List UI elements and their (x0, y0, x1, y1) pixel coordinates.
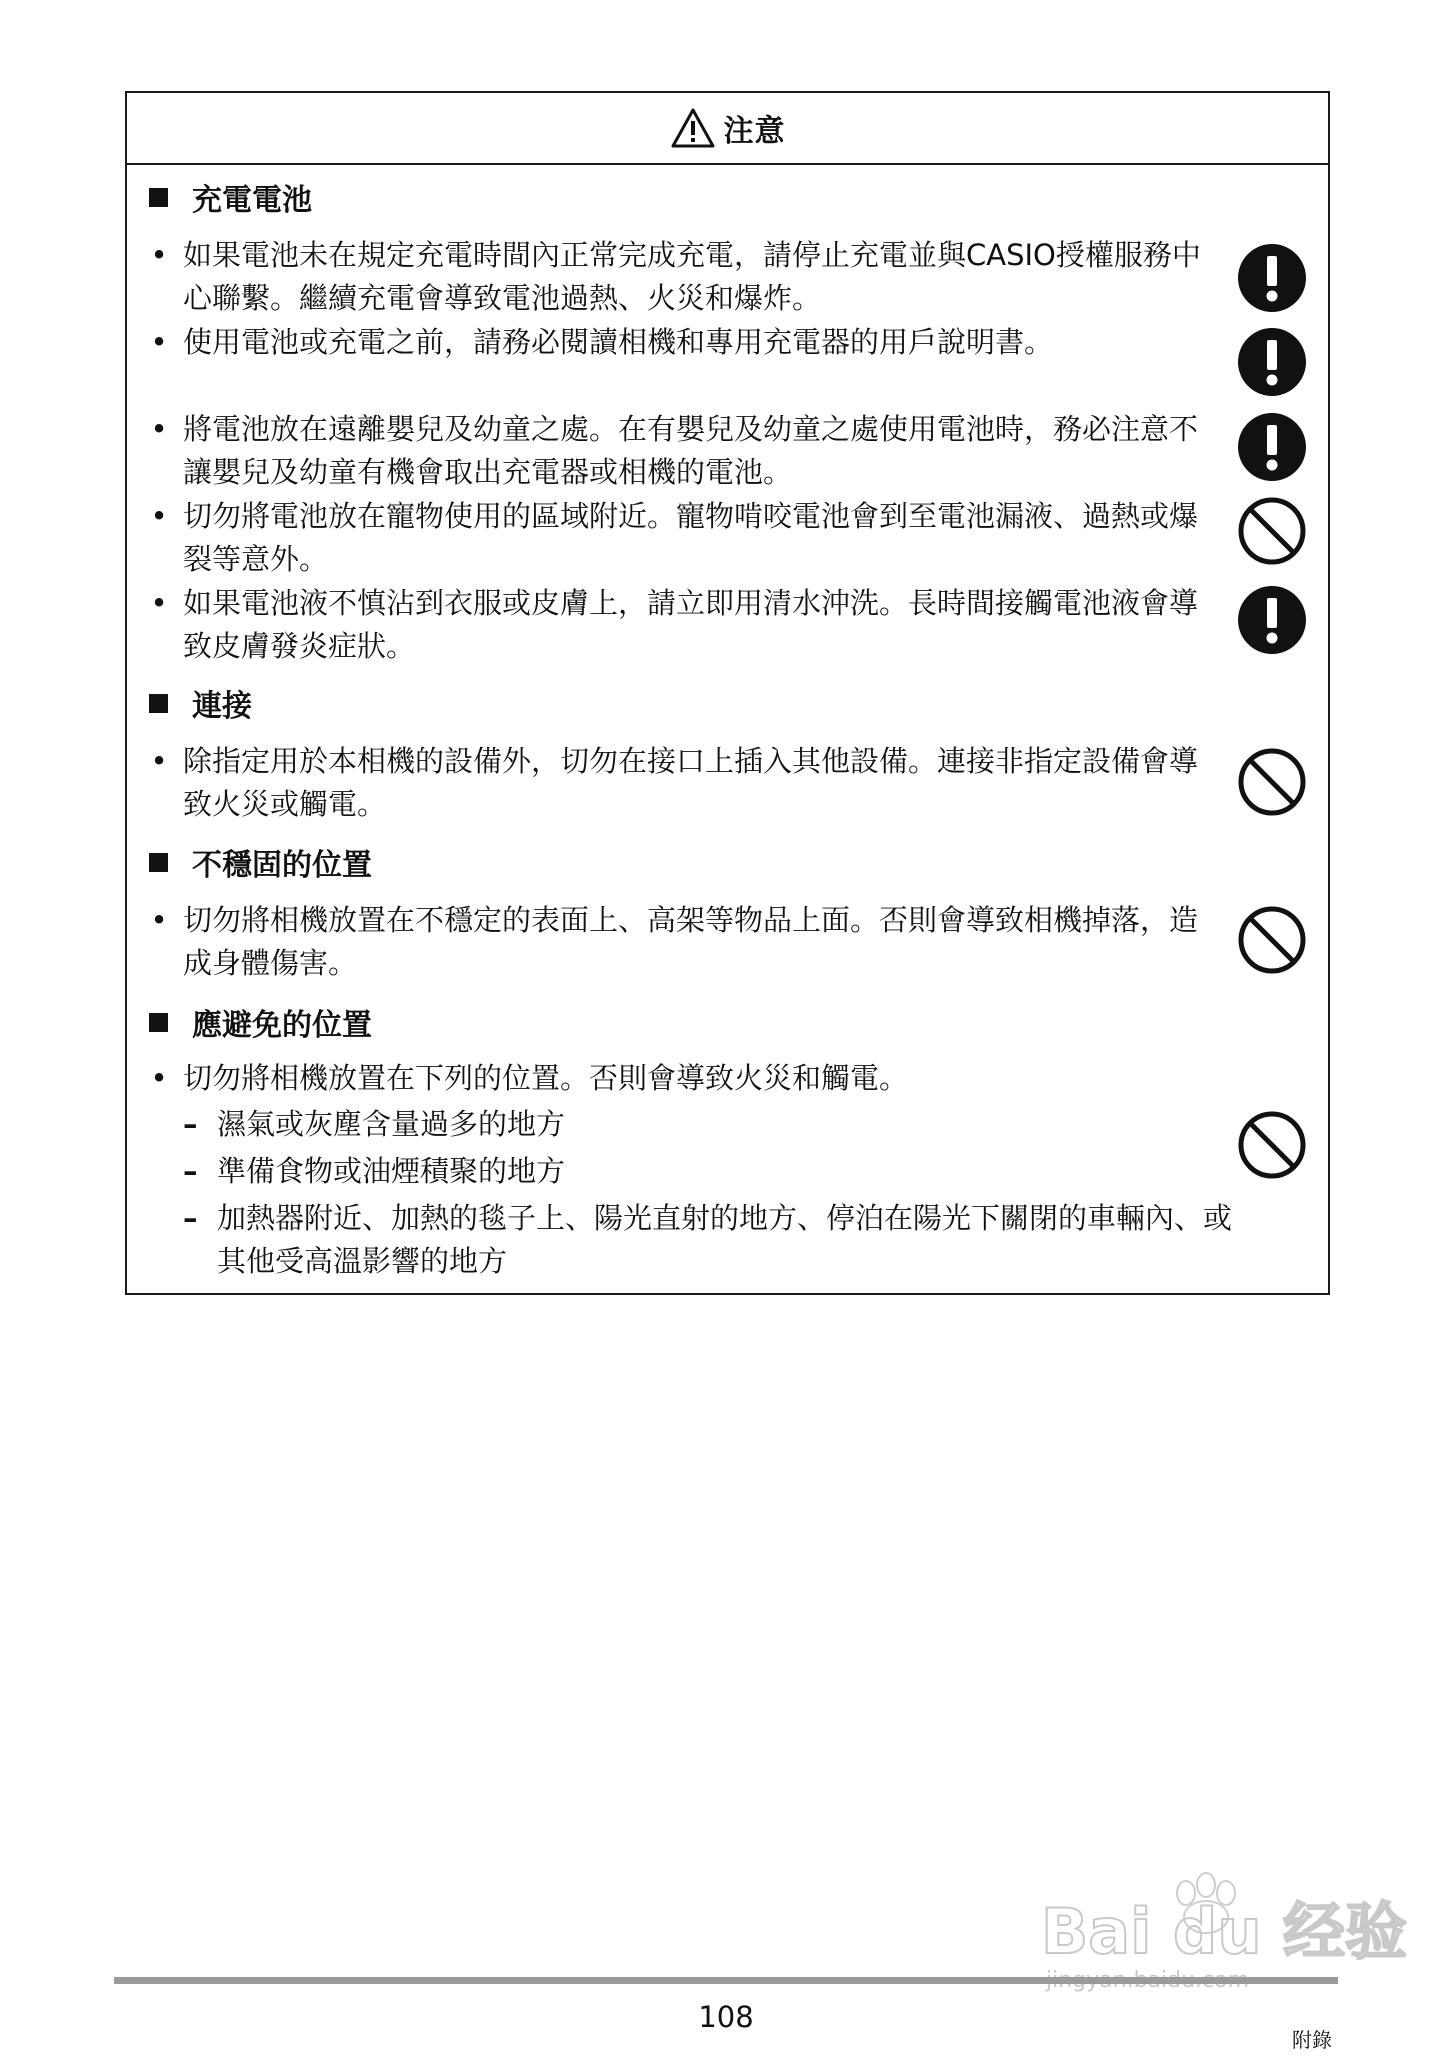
sub-list-item: – 準備食物或油煙積聚的地方 (183, 1154, 566, 1188)
prohibited-icon (1237, 747, 1307, 817)
section-heading-connection: 連接 (149, 681, 252, 725)
square-bullet-icon (149, 1013, 168, 1032)
mandatory-icon (1237, 585, 1307, 655)
prohibited-icon (1237, 1110, 1307, 1180)
square-bullet-icon (149, 188, 168, 207)
warning-triangle-icon (670, 107, 716, 149)
watermark-logo: Bai du 经验 (1041, 1895, 1408, 1968)
sub-list-item: – 加熱器附近、加熱的毯子上、陽光直射的地方、停泊在陽光下關閉的車輛內、或其他受高溫影響的地方 (183, 1201, 1233, 1278)
baidu-jingyan-watermark (1036, 1855, 1408, 1995)
section-heading-battery: 充電電池 (149, 175, 312, 219)
mandatory-icon (1237, 327, 1307, 397)
list-item: • 切勿將電池放在寵物使用的區域附近。寵物啃咬電池會到至電池漏液、過熱或爆裂等意外。 (150, 499, 1199, 576)
square-bullet-icon (149, 694, 168, 713)
caution-box (125, 91, 1330, 1295)
prohibited-icon (1237, 496, 1307, 566)
list-item: • 如果電池未在規定充電時間內正常完成充電，請停止充電並與CASIO授權服務中心聯繫。繼續充電會導致電池過熱、火災和爆炸。 (150, 238, 1201, 315)
square-bullet-icon (149, 853, 168, 872)
section-heading-unstable-location: 不穩固的位置 (149, 840, 372, 884)
mandatory-icon (1237, 243, 1307, 313)
list-item: • 切勿將相機放置在不穩定的表面上、高架等物品上面。否則會導致相機掉落，造成身體傷害。 (150, 903, 1199, 980)
page-number: 108 (698, 2000, 754, 2034)
caution-header (127, 93, 1328, 165)
prohibited-icon (1237, 905, 1307, 975)
mandatory-icon (1237, 412, 1307, 482)
footer-rule (114, 1977, 1338, 1984)
list-item: • 切勿將相機放置在下列的位置。否則會導致火災和觸電。 (150, 1061, 909, 1095)
sub-list-item: – 濕氣或灰塵含量過多的地方 (183, 1107, 566, 1141)
list-item: • 除指定用於本相機的設備外，切勿在接口上插入其他設備。連接非指定設備會導致火災或觸電。 (150, 744, 1199, 821)
list-item: • 使用電池或充電之前，請務必閱讀相機和專用充電器的用戶說明書。 (150, 325, 1054, 359)
list-item: • 將電池放在遠離嬰兒及幼童之處。在有嬰兒及幼童之處使用電池時，務必注意不讓嬰兒及幼童有機會取出充電器或相機的電池。 (150, 412, 1199, 489)
section-heading-locations-to-avoid: 應避免的位置 (149, 1000, 372, 1044)
caution-title: 注意 (723, 114, 786, 149)
list-item: • 如果電池液不慎沾到衣服或皮膚上，請立即用清水沖洗。長時間接觸電池液會導致皮膚發炎症狀。 (150, 586, 1199, 663)
footer-section-label: 附錄 (1292, 2028, 1332, 2052)
